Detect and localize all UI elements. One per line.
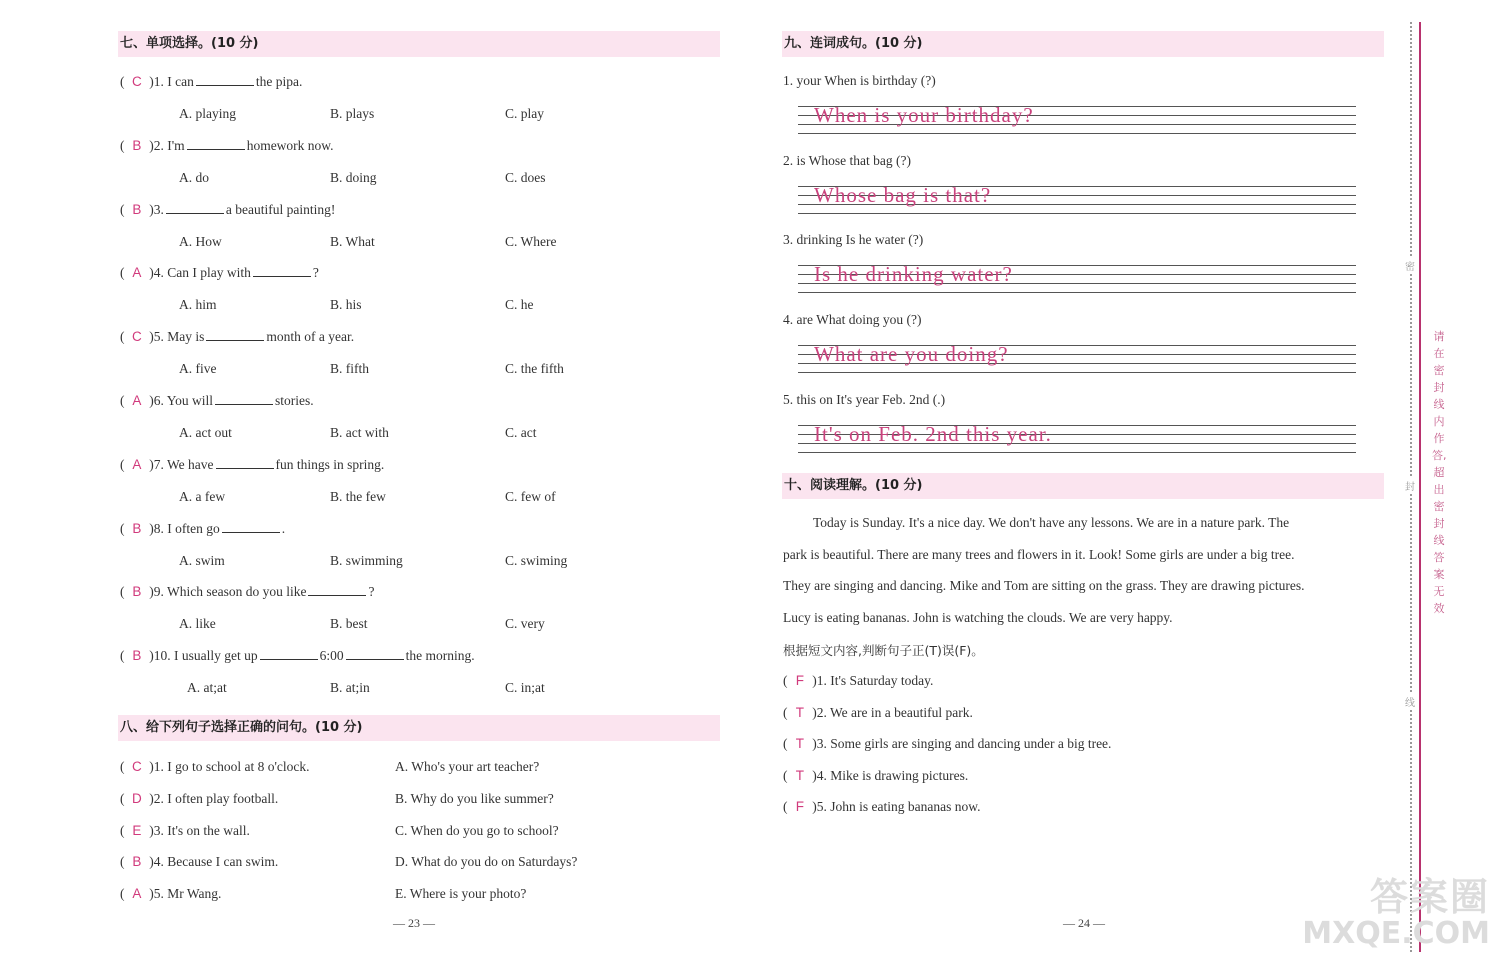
question-row	[120, 265, 319, 281]
option-a: A. playing	[179, 106, 236, 121]
option-b: B. plays	[330, 106, 375, 121]
answer-blank	[253, 266, 311, 277]
paren-close: )	[145, 265, 154, 281]
paren-close: )	[145, 648, 154, 664]
paren-close: )	[145, 74, 154, 89]
true-false-row	[783, 705, 973, 721]
paren-close: )	[808, 799, 817, 815]
answer-blank	[196, 75, 254, 86]
paren-open: (	[783, 799, 791, 815]
paren-open: (	[120, 790, 128, 806]
option-b: B. the few	[330, 488, 386, 504]
question-row	[120, 74, 302, 90]
option-c: C. play	[505, 106, 544, 121]
question-stem-end: month of a year.	[266, 329, 355, 345]
answer-blank	[346, 649, 404, 660]
paren-close: )	[808, 673, 817, 688]
matching-row	[120, 759, 310, 775]
paren-close: )	[145, 790, 154, 806]
answer-mark: B	[132, 201, 142, 217]
option-c: C. swiming	[505, 552, 568, 568]
option-a: A. a few	[179, 488, 226, 504]
question-stem-start: 5. May is	[153, 329, 205, 345]
answer-mark: C	[132, 329, 142, 345]
handwritten-answer: It's on Feb. 2nd this year.	[814, 421, 1052, 446]
option-a: A. five	[179, 361, 217, 377]
question-stem-mid: 6:00	[319, 648, 344, 664]
true-false-row	[783, 768, 968, 784]
handwritten-answer: What are you doing?	[814, 342, 1009, 367]
option-b: B. at;in	[330, 680, 370, 696]
paren-open: (	[120, 74, 128, 89]
watermark-logo: 答案圈 MXQE.COM	[1302, 875, 1490, 951]
paren-open: (	[120, 648, 128, 664]
answer-mark: F	[795, 799, 804, 815]
instruction-text: 根据短文内容,判断句子正(T)误(F)。	[783, 643, 984, 658]
paren-close: )	[145, 759, 154, 774]
option-a: A. How	[179, 233, 222, 249]
option-a: A. do	[179, 169, 209, 185]
passage-line: Today is Sunday. It's a nice day. We don't have any lessons. We are in a nature park. The	[813, 515, 1290, 530]
paren-open: (	[783, 767, 791, 783]
option-b: B. What	[330, 233, 375, 249]
matching-option: A. Who's your art teacher?	[395, 759, 540, 774]
answer-blank	[187, 139, 245, 150]
option-b: B. best	[330, 616, 368, 632]
matching-statement: 3. It's on the wall.	[153, 822, 250, 838]
question-stem-start: 2. I'm	[153, 137, 185, 153]
option-a: A. at;at	[187, 680, 227, 696]
paren-open: (	[120, 329, 128, 345]
question-stem-end: ?	[368, 584, 375, 600]
page-number-right: — 24 —	[1063, 916, 1105, 930]
answer-blank	[216, 458, 274, 469]
question-row	[120, 138, 334, 154]
question-row	[120, 393, 314, 409]
option-b: B. fifth	[330, 361, 369, 377]
question-stem-end: stories.	[275, 393, 314, 408]
question-row	[120, 521, 285, 537]
paren-close: )	[145, 854, 154, 870]
paren-open: (	[120, 265, 128, 281]
passage-line: They are singing and dancing. Mike and Tom are sitting on the grass. They are drawing pictures.	[783, 578, 1305, 593]
answer-blank	[166, 203, 224, 214]
answer-mark: C	[132, 759, 142, 774]
question-stem-start: 3.	[153, 201, 164, 217]
matching-statement: 2. I often play football.	[153, 790, 279, 806]
paren-close: )	[145, 886, 154, 902]
answer-mark: T	[795, 736, 804, 752]
paren-open: (	[783, 736, 791, 752]
question-stem-end: the pipa.	[255, 74, 303, 89]
matching-option: B. Why do you like summer?	[395, 790, 554, 806]
writing-line	[798, 213, 1356, 214]
answer-mark: B	[132, 854, 142, 870]
paren-open: (	[120, 456, 128, 472]
answer-mark: C	[132, 74, 142, 89]
option-b: B. swimming	[330, 552, 403, 568]
true-false-statement: 1. It's Saturday today.	[816, 673, 934, 688]
seal-mark-1: 密	[1403, 258, 1417, 274]
question-row	[120, 584, 374, 600]
option-c: C. in;at	[505, 680, 545, 696]
page-number-left: — 23 —	[393, 916, 435, 930]
word-list: 2. is Whose that bag (?)	[783, 152, 911, 168]
answer-mark: A	[132, 456, 142, 472]
writing-line	[798, 292, 1356, 293]
word-list: 3. drinking Is he water (?)	[783, 232, 924, 248]
question-stem-end: the morning.	[405, 648, 475, 664]
handwritten-answer: Whose bag is that?	[814, 182, 992, 207]
option-c: C. does	[505, 169, 546, 185]
matching-row	[120, 791, 278, 807]
question-stem-start: 9. Which season do you like	[153, 584, 307, 600]
paren-close: )	[145, 329, 154, 345]
paren-close: )	[145, 456, 154, 472]
section-7-header: 七、单项选择。(10 分)	[118, 31, 720, 57]
option-c: C. very	[505, 616, 545, 632]
question-row	[120, 457, 384, 473]
paren-close: )	[145, 520, 154, 536]
answer-mark: B	[132, 584, 142, 600]
writing-line	[798, 372, 1356, 373]
option-c: C. few of	[505, 488, 556, 504]
paren-open: (	[120, 886, 128, 902]
true-false-row	[783, 799, 980, 815]
answer-blank	[222, 522, 280, 533]
matching-statement: 1. I go to school at 8 o'clock.	[153, 759, 310, 774]
paren-open: (	[783, 673, 791, 688]
true-false-statement: 4. Mike is drawing pictures.	[816, 767, 969, 783]
matching-row	[120, 823, 250, 839]
answer-blank	[308, 585, 366, 596]
option-a: A. act out	[179, 425, 232, 440]
paren-open: (	[120, 822, 128, 838]
paren-close: )	[145, 822, 154, 838]
matching-statement: 4. Because I can swim.	[153, 854, 279, 870]
matching-row	[120, 854, 278, 870]
word-list: 5. this on It's year Feb. 2nd (.)	[783, 391, 946, 407]
seal-instruction-text: 请在密封线内作答,超出密封线答案无效	[1432, 330, 1447, 615]
word-list: 4. are What doing you (?)	[783, 312, 922, 328]
matching-option: E. Where is your photo?	[395, 886, 527, 902]
question-row	[120, 329, 354, 345]
answer-blank	[215, 394, 273, 405]
true-false-statement: 2. We are in a beautiful park.	[816, 704, 973, 720]
writing-line	[798, 452, 1356, 453]
paren-open: (	[120, 520, 128, 536]
paren-open: (	[120, 137, 128, 153]
paren-open: (	[120, 584, 128, 600]
answer-mark: B	[132, 520, 142, 536]
true-false-row	[783, 736, 1111, 752]
question-stem-start: 8. I often go	[153, 520, 220, 536]
paren-open: (	[120, 759, 128, 774]
answer-mark: F	[795, 673, 804, 688]
question-stem-end: .	[281, 520, 286, 536]
matching-option: C. When do you go to school?	[395, 822, 559, 838]
paren-close: )	[145, 137, 154, 153]
option-a: A. like	[179, 616, 216, 632]
answer-mark: T	[795, 767, 804, 783]
passage-line: Lucy is eating bananas. John is watching the clouds. We are very happy.	[783, 609, 1173, 625]
word-list: 1. your When is birthday (?)	[783, 73, 936, 88]
question-stem-start: 7. We have	[153, 456, 214, 472]
paren-close: )	[145, 584, 154, 600]
paren-open: (	[783, 704, 791, 720]
seal-border-line	[1419, 22, 1421, 952]
seal-mark-2: 封	[1403, 478, 1417, 494]
writing-line	[798, 133, 1356, 134]
question-stem-end: a beautiful painting!	[225, 201, 336, 217]
paren-open: (	[120, 393, 128, 408]
option-c: C. he	[505, 297, 534, 313]
true-false-row	[783, 673, 933, 689]
question-row	[120, 648, 475, 664]
paren-close: )	[808, 767, 817, 783]
paren-close: )	[808, 704, 817, 720]
matching-row	[120, 886, 221, 902]
option-a: A. swim	[179, 552, 225, 568]
answer-mark: B	[132, 137, 142, 153]
answer-mark: A	[132, 265, 142, 281]
question-stem-start: 1. I can	[153, 74, 194, 89]
option-a: A. him	[179, 297, 217, 313]
answer-mark: A	[132, 886, 142, 902]
question-stem-end: fun things in spring.	[275, 456, 385, 472]
question-stem-start: 4. Can I play with	[153, 265, 251, 281]
answer-blank	[260, 649, 318, 660]
paren-close: )	[145, 393, 154, 408]
section-9-header: 九、连词成句。(10 分)	[782, 31, 1384, 57]
option-b: B. doing	[330, 169, 377, 185]
paren-close: )	[145, 201, 154, 217]
matching-statement: 5. Mr Wang.	[153, 886, 222, 902]
section-10-header: 十、阅读理解。(10 分)	[782, 473, 1384, 499]
answer-blank	[206, 330, 264, 341]
answer-mark: B	[132, 648, 142, 664]
question-stem-end: ?	[312, 265, 319, 281]
question-row	[120, 202, 335, 218]
matching-option: D. What do you do on Saturdays?	[395, 854, 578, 870]
passage-line: park is beautiful. There are many trees and flowers in it. Look! Some girls are under a big tree.	[783, 546, 1295, 562]
option-c: C. Where	[505, 233, 557, 249]
answer-mark: E	[132, 822, 142, 838]
option-b: B. act with	[330, 425, 389, 440]
section-8-header: 八、给下列句子选择正确的问句。(10 分)	[118, 715, 720, 741]
question-stem-start: 6. You will	[153, 393, 214, 408]
seal-mark-3: 线	[1403, 694, 1417, 710]
paren-open: (	[120, 854, 128, 870]
paren-close: )	[808, 736, 817, 752]
true-false-statement: 3. Some girls are singing and dancing under a big tree.	[816, 736, 1112, 752]
option-b: B. his	[330, 297, 362, 313]
paren-open: (	[120, 201, 128, 217]
option-c: C. the fifth	[505, 361, 564, 377]
handwritten-answer: When is your birthday?	[814, 103, 1034, 127]
option-c: C. act	[505, 425, 537, 440]
answer-mark: A	[132, 393, 142, 408]
answer-mark: T	[795, 704, 804, 720]
handwritten-answer: Is he drinking water?	[814, 262, 1013, 287]
question-stem-start: 10. I usually get up	[153, 648, 258, 664]
true-false-statement: 5. John is eating bananas now.	[816, 799, 981, 815]
answer-mark: D	[132, 790, 142, 806]
question-stem-end: homework now.	[246, 137, 334, 153]
